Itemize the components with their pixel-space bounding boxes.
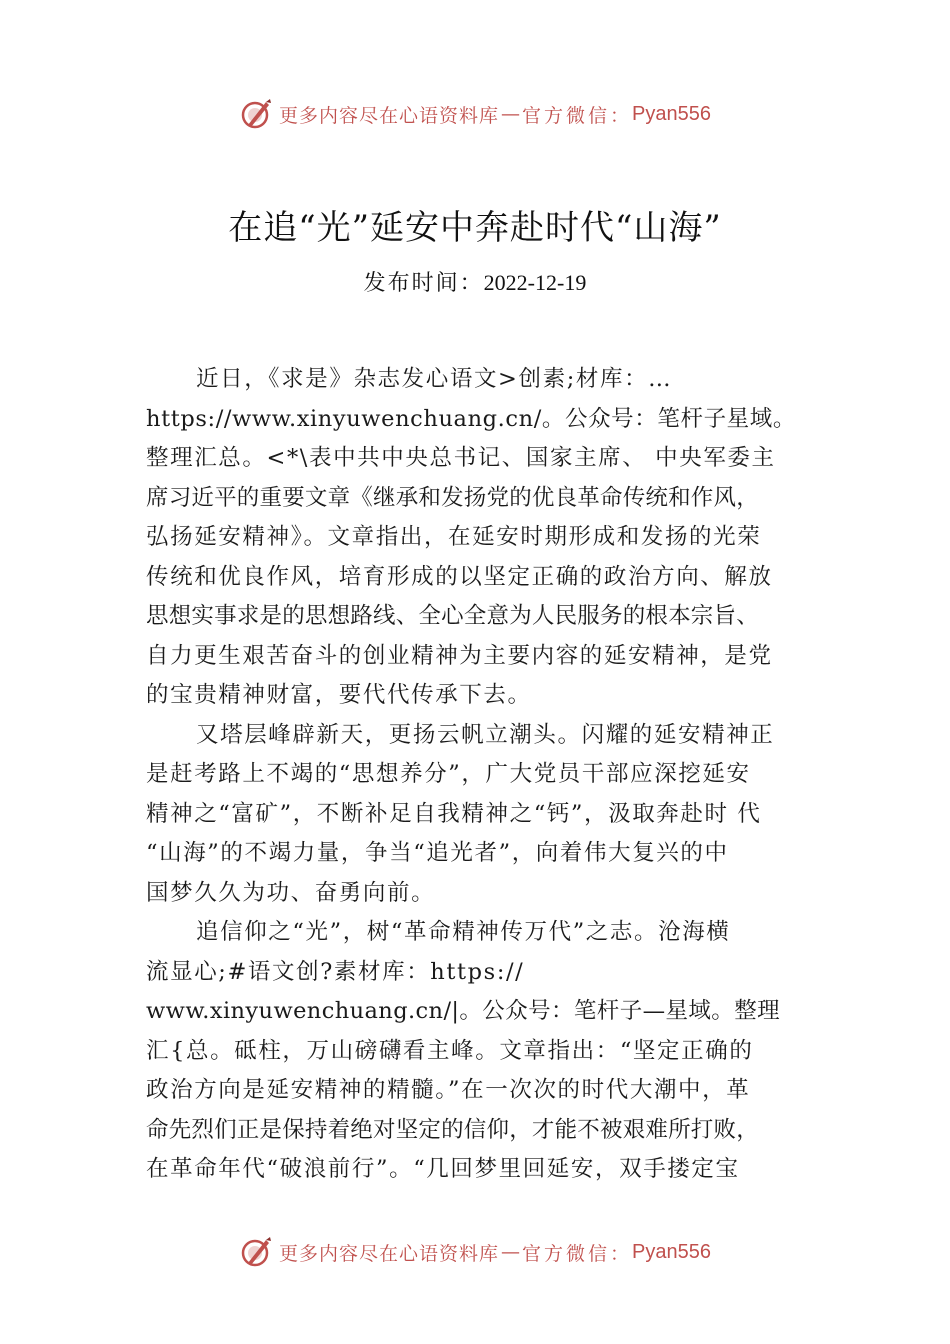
article-body [146,360,826,1190]
body-line: 追信仰之“光”，树“革命精神传万代”之志。沧海横 [196,919,731,945]
body-line: 又塔层峰辟新天，更扬云帆立潮头。闪耀的延安精神正 [196,721,775,748]
body-line: 的宝贵精神财富，要代代传承下去。 [146,682,532,708]
body-line: 国梦久久为功、奋勇向前。 [146,879,436,906]
body-line: 是赶考路上不竭的“思想养分”，广大党员干部应深挖延安 [146,761,751,787]
body-line: 汇{总。砥柱，万山磅礴看主峰。文章指出：“坚定正确的 [146,1037,754,1064]
body-line: 席习近平的重要文章《继承和发扬党的优良革命传统和作风， [146,484,759,511]
body-line: “山海”的不竭力量，争当“追光者”，向着伟大复兴的中 [146,840,729,866]
body-line: 在革命年代“破浪前行”。“几回梦里回延安，双手搂定宝 [146,1156,740,1182]
body-line: 精神之“富矿”，不断补足自我精神之“钙”，汲取奔赴时 代 [146,800,762,827]
body-line: 思想实事求是的思想路线、全心全意为人民服务的根本宗旨、 [146,603,759,629]
body-line: 自力更生艰苦奋斗的创业精神为主要内容的延安精神，是党 [146,642,773,669]
footer-banner [0,1232,950,1272]
footer-banner-text: 更多内容尽在心语资料库 [279,1242,500,1265]
publish-date-value: 2022-12-19 [483,270,587,295]
header-wechat-id: Pyan556 [632,102,711,125]
header-banner-separator: — [501,103,521,125]
footer-wechat-label: 官方微信： [522,1242,633,1265]
footer-banner-separator: — [501,1241,521,1263]
quill-pen-logo-icon [239,1235,273,1269]
body-line: https://www.xinyuwenchuang.cn/。公众号：笔杆子星域。 [146,405,796,432]
body-line: 政治方向是延安精神的精髓。”在一次次的时代大潮中，革 [146,1077,751,1103]
publish-date-label: 发布时间： [363,271,484,296]
footer-wechat-id: Pyan556 [632,1240,711,1263]
body-line: www.xinyuwenchuang.cn/|。公众号：笔杆子—星域。整理 [146,998,781,1024]
body-line: 传统和优良作风，培育形成的以坚定正确的政治方向、解放 [146,563,773,590]
article-title: 在追“光”延安中奔赴时代“山海” [228,208,722,248]
body-line: 整理汇总。<*\表中共中央总书记、国家主席、 中央军委主 [146,445,776,471]
header-banner-text: 更多内容尽在心语资料库 [279,104,500,127]
publish-date [0,266,950,297]
header-wechat-label: 官方微信： [522,104,633,127]
quill-pen-logo-icon [239,97,273,131]
header-banner [0,94,950,134]
body-line: 弘扬延安精神》。文章指出，在延安时期形成和发扬的光荣 [146,524,762,550]
body-line: 命先烈们正是保持着绝对坚定的信仰，才能不被艰难所打败， [146,1116,759,1143]
body-line: 近日，《求是》杂志发心语文>创素;材库：… [196,366,673,392]
body-line: 流显心;#语文创?素材库：https:// [146,958,525,985]
